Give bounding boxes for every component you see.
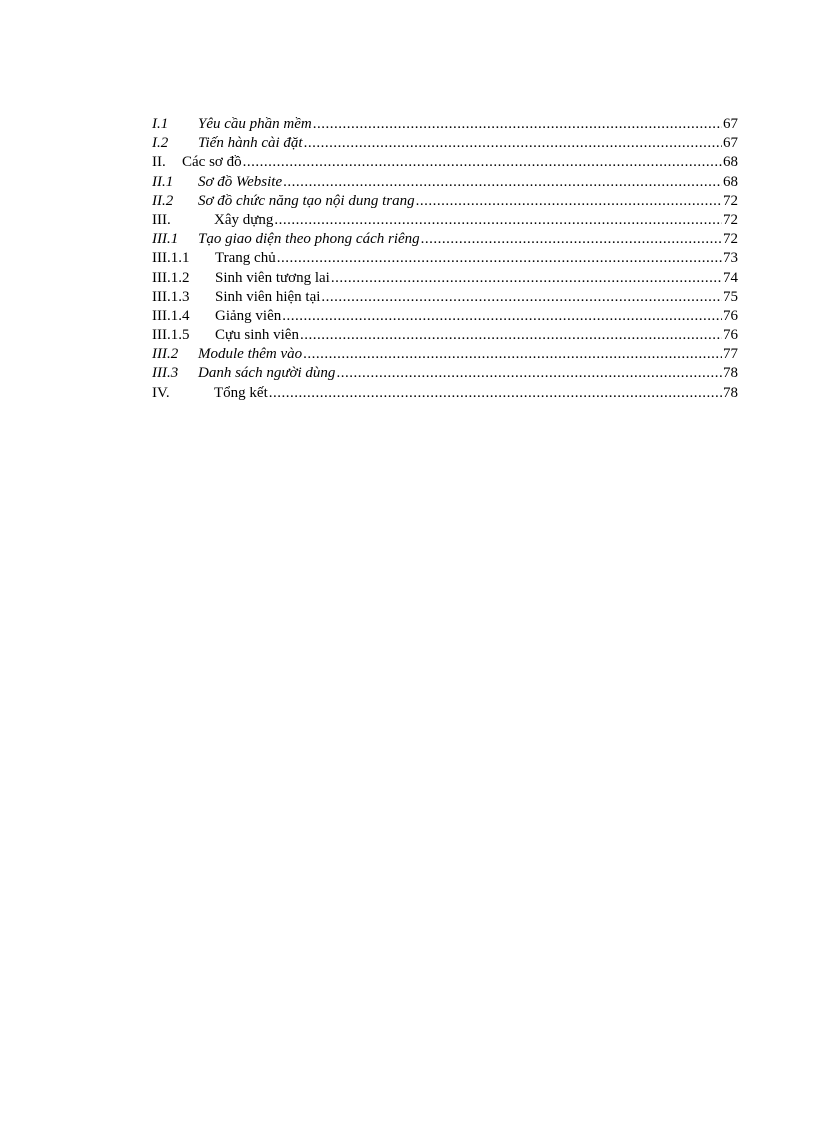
toc-entry-page: 78 [723, 365, 738, 382]
dot-leader [416, 192, 722, 211]
toc-entry[interactable] [152, 249, 738, 268]
toc-entry-number: III.1.5 [152, 327, 190, 344]
dot-leader [243, 153, 722, 172]
toc-entry-page: 76 [723, 327, 738, 344]
toc-entry-title: Xây dựng [214, 211, 274, 228]
toc-entry[interactable] [152, 230, 738, 249]
toc-entry[interactable] [152, 192, 738, 211]
toc-entry-number: II.2 [152, 192, 174, 209]
dot-leader [336, 364, 722, 383]
toc-entry[interactable] [152, 288, 738, 307]
toc-entry[interactable] [152, 153, 738, 172]
toc-entry-number: III.1.1 [152, 250, 190, 267]
toc-entry-page: 67 [723, 116, 738, 132]
dot-leader [321, 288, 722, 307]
table-of-contents [152, 115, 738, 403]
toc-entry-page: 74 [723, 269, 738, 286]
toc-entry[interactable] [152, 173, 738, 192]
dot-leader [300, 326, 722, 345]
toc-entry-title: Tạo giao diện theo phong cách riêng [198, 231, 420, 248]
toc-entry-number: I.2 [152, 135, 169, 152]
toc-entry[interactable] [152, 269, 738, 288]
toc-entry-page: 76 [723, 307, 738, 324]
toc-entry-title: Sơ đồ chức năng tạo nội dung trang [198, 192, 415, 209]
toc-entry-page: 67 [723, 135, 738, 152]
toc-entry-page: 75 [723, 288, 738, 305]
toc-entry-page: 78 [723, 384, 738, 401]
dot-leader [421, 230, 722, 249]
toc-entry-page: 68 [723, 173, 738, 190]
toc-entry-number: I.1 [152, 116, 169, 132]
toc-entry-title: Module thêm vào [198, 346, 303, 363]
dot-leader [274, 211, 722, 230]
toc-entry-number: III. [152, 211, 171, 228]
toc-entry-page: 72 [723, 211, 738, 228]
toc-entry-page: 77 [723, 346, 738, 363]
toc-entry-title: Cựu sinh viên [215, 327, 299, 344]
toc-entry[interactable] [152, 307, 738, 326]
toc-entry-title: Sinh viên hiện tại [215, 288, 321, 305]
toc-entry[interactable] [152, 134, 738, 153]
toc-entry-title: Sơ đồ Website [198, 173, 283, 190]
toc-entry-number: II.1 [152, 173, 174, 190]
dot-leader [282, 307, 722, 326]
toc-entry-number: III.3 [152, 365, 179, 382]
dot-leader [303, 345, 722, 364]
dot-leader [283, 173, 722, 192]
toc-entry-title: Yêu cầu phần mềm [198, 116, 312, 132]
toc-entry[interactable] [152, 326, 738, 345]
toc-entry[interactable] [152, 345, 738, 364]
toc-entry-page: 73 [723, 250, 738, 267]
toc-entry-title: Sinh viên tương lai [215, 269, 330, 286]
dot-leader [304, 134, 722, 153]
toc-entry-number: III.1 [152, 231, 179, 248]
dot-leader [269, 384, 722, 403]
toc-entry-number: III.1.2 [152, 269, 190, 286]
dot-leader [331, 269, 722, 288]
toc-entry-page: 72 [723, 192, 738, 209]
toc-entry-number: III.2 [152, 346, 179, 363]
toc-entry[interactable] [152, 364, 738, 383]
toc-entry-number: II. [152, 154, 166, 171]
toc-entry[interactable] [152, 211, 738, 230]
dot-leader [313, 115, 722, 134]
toc-entry-title: Giảng viên [215, 307, 282, 324]
toc-entry[interactable] [152, 115, 738, 134]
toc-entry-title: Các sơ đồ [182, 154, 242, 171]
dot-leader [277, 249, 722, 268]
toc-entry-title: Tổng kết [214, 384, 268, 401]
toc-entry[interactable] [152, 384, 738, 403]
toc-entry-title: Tiến hành cài đặt [198, 135, 303, 152]
toc-entry-number: IV. [152, 384, 170, 401]
toc-entry-page: 68 [723, 154, 738, 171]
toc-entry-page: 72 [723, 231, 738, 248]
toc-entry-number: III.1.3 [152, 288, 190, 305]
toc-entry-title: Trang chủ [215, 250, 276, 267]
toc-entry-number: III.1.4 [152, 307, 190, 324]
toc-entry-title: Danh sách người dùng [198, 365, 336, 382]
